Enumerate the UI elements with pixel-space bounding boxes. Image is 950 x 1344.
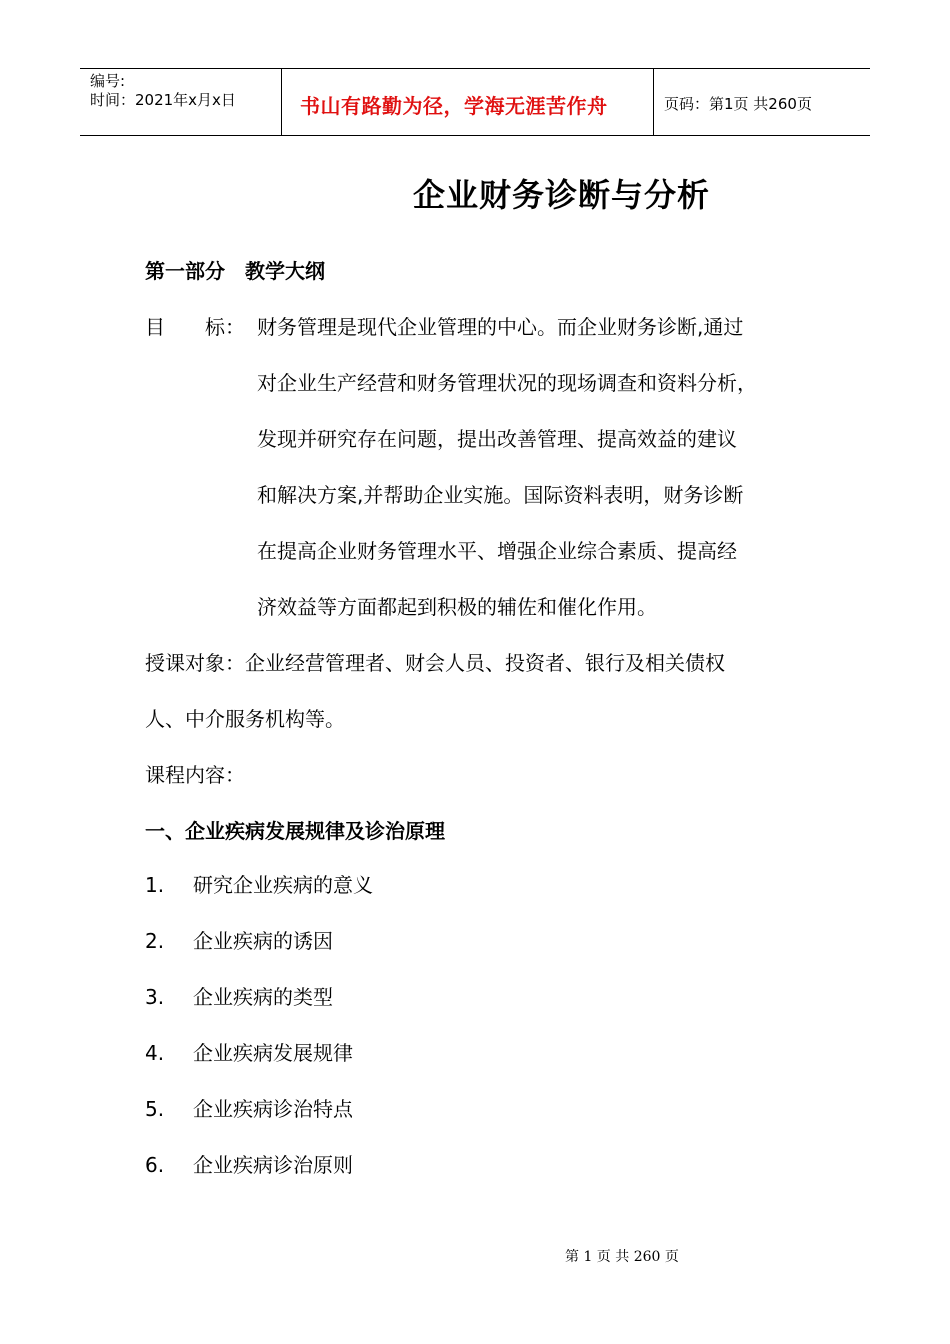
item-number: 5.: [145, 1097, 165, 1121]
list-item: 企业疾病的类型: [193, 985, 333, 1009]
item-number: 3.: [145, 985, 165, 1009]
header-motto: 书山有路勤为径，学海无涯苦作舟: [300, 94, 608, 118]
list-item: 企业疾病诊治特点: [193, 1097, 353, 1121]
audience-line: 人、中介服务机构等。: [145, 707, 345, 731]
list-item: 企业疾病发展规律: [193, 1041, 353, 1065]
item-number: 6.: [145, 1153, 165, 1177]
objective-line: 济效益等方面都起到积极的辅佐和催化作用。: [257, 595, 657, 619]
item-number: 2.: [145, 929, 165, 953]
header-code-label: 编号:: [90, 72, 126, 90]
objective-label: 目 标：: [145, 315, 245, 339]
audience-line: 授课对象：企业经营管理者、财会人员、投资者、银行及相关债权: [145, 651, 725, 675]
page-footer: 第 1 页 共 260 页: [565, 1249, 679, 1265]
header-page-info: 页码：第1页 共260页: [664, 95, 812, 113]
list-item: 研究企业疾病的意义: [193, 873, 373, 897]
header-date: 时间：2021年x月x日: [90, 91, 236, 109]
section-heading: 一、企业疾病发展规律及诊治原理: [145, 819, 445, 843]
part-heading: 第一部分 教学大纲: [145, 259, 325, 283]
header-divider-left: [281, 68, 282, 136]
item-number: 4.: [145, 1041, 165, 1065]
header-bottom-rule: [80, 135, 870, 136]
content-label: 课程内容：: [145, 763, 245, 787]
objective-line: 发现并研究存在问题，提出改善管理、提高效益的建议: [257, 427, 737, 451]
objective-line: 和解决方案,并帮助企业实施。国际资料表明，财务诊断: [257, 483, 744, 507]
header-divider-right: [653, 68, 654, 136]
list-item: 企业疾病诊治原则: [193, 1153, 353, 1177]
list-item: 企业疾病的诱因: [193, 929, 333, 953]
header-top-rule: [80, 68, 870, 69]
objective-line: 财务管理是现代企业管理的中心。而企业财务诊断,通过: [257, 315, 744, 339]
objective-line: 在提高企业财务管理水平、增强企业综合素质、提高经: [257, 539, 737, 563]
objective-line: 对企业生产经营和财务管理状况的现场调查和资料分析，: [257, 371, 757, 395]
document-title: 企业财务诊断与分析: [413, 176, 711, 214]
item-number: 1.: [145, 873, 165, 897]
